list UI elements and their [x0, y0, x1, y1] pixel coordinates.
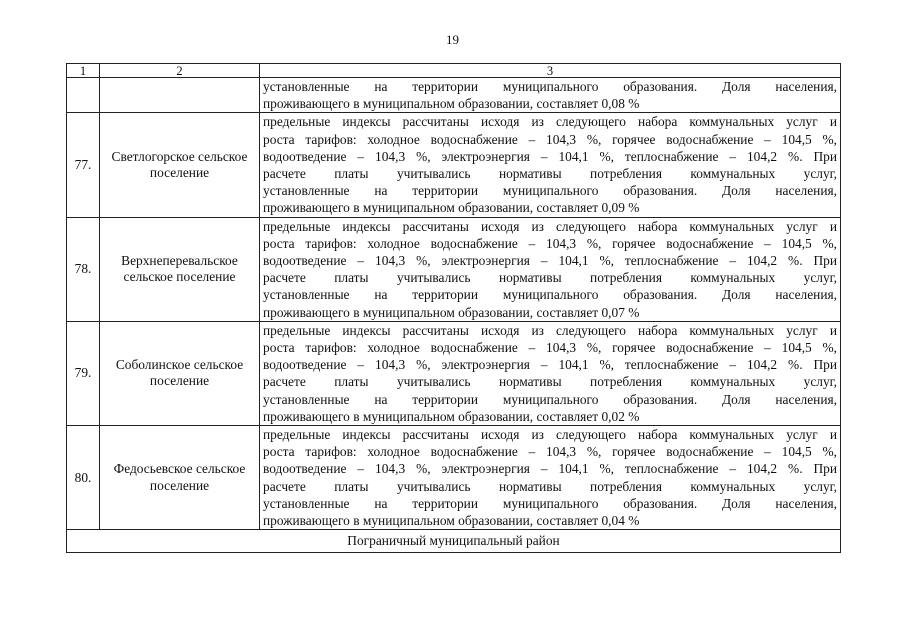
- settlement-row: [67, 113, 841, 217]
- tariff-description-cell: [260, 426, 841, 530]
- settlement-row: [67, 321, 841, 425]
- page-number: 19: [446, 32, 459, 47]
- description-line: проживающего в муниципальном образовании, составляет 0,07 %: [263, 304, 640, 320]
- settlement-row: [67, 217, 841, 321]
- row-number-cell: 80.: [67, 426, 100, 530]
- description-line: расчете платы учитывались нормативы потребления коммунальных услуг,: [263, 270, 837, 286]
- description-line: расчете платы учитывались нормативы потребления коммунальных услуг,: [263, 478, 837, 494]
- description-line: предельные индексы рассчитаны исходя из следующего набора коммунальных услуг и: [263, 322, 837, 338]
- description-line: предельные индексы рассчитаны исходя из следующего набора коммунальных услуг и: [263, 427, 837, 443]
- row-number-cell: 79.: [67, 321, 100, 425]
- row-number-cell: [67, 78, 100, 113]
- description-line: установленные на территории муниципального образования. Доля населения,: [263, 287, 837, 303]
- description-line: установленные на территории муниципального образования. Доля населения,: [263, 183, 837, 199]
- tariff-description-cell: [260, 78, 841, 113]
- continuation-row: [67, 78, 841, 113]
- settlement-name-cell: Светлогорское сельское поселение: [100, 113, 260, 217]
- description-line: водоотведение – 104,3 %, электроэнергия – 104,1 %, теплоснабжение – 104,2 %. При: [263, 357, 837, 373]
- description-line: установленные на территории муниципального образования. Доля населения,: [263, 495, 837, 511]
- row-number-cell: 77.: [67, 113, 100, 217]
- description-line: установленные на территории муниципального образования. Доля населения,: [263, 391, 837, 407]
- description-line: водоотведение – 104,3 %, электроэнергия – 104,1 %, теплоснабжение – 104,2 %. При: [263, 148, 837, 164]
- description-line: расчете платы учитывались нормативы потребления коммунальных услуг,: [263, 166, 837, 182]
- tariff-description-cell: [260, 321, 841, 425]
- description-line: проживающего в муниципальном образовании, составляет 0,04 %: [263, 513, 640, 529]
- tariff-description-cell: [260, 217, 841, 321]
- description-line: проживающего в муниципальном образовании, составляет 0,02 %: [263, 408, 640, 424]
- description-line: установленные на территории муниципального образования. Доля населения,: [263, 79, 837, 94]
- district-section-title: Пограничный муниципальный район: [67, 530, 841, 553]
- municipal-tariff-table: [66, 63, 841, 553]
- description-line: роста тарифов: холодное водоснабжение – 104,3 %, горячее водоснабжение – 104,5 %,: [263, 444, 837, 460]
- settlement-name-cell: Верхнеперевальское сельское поселение: [100, 217, 260, 321]
- description-line: роста тарифов: холодное водоснабжение – 104,3 %, горячее водоснабжение – 104,5 %,: [263, 340, 837, 356]
- district-section-row: [67, 530, 841, 553]
- settlement-name-cell: Федосьевское сельское поселение: [100, 426, 260, 530]
- settlement-name-cell: Соболинское сельское поселение: [100, 321, 260, 425]
- description-line: роста тарифов: холодное водоснабжение – 104,3 %, горячее водоснабжение – 104,5 %,: [263, 235, 837, 251]
- settlement-name-cell: [100, 78, 260, 113]
- table-header-row: [67, 64, 841, 78]
- header-cell-col3: 3: [260, 64, 841, 78]
- description-line: проживающего в муниципальном образовании, составляет 0,08 %: [263, 96, 640, 112]
- description-line: расчете платы учитывались нормативы потребления коммунальных услуг,: [263, 374, 837, 390]
- description-line: предельные индексы рассчитаны исходя из следующего набора коммунальных услуг и: [263, 114, 837, 130]
- description-line: водоотведение – 104,3 %, электроэнергия – 104,1 %, теплоснабжение – 104,2 %. При: [263, 253, 837, 269]
- description-line: проживающего в муниципальном образовании, составляет 0,09 %: [263, 200, 640, 216]
- description-line: предельные индексы рассчитаны исходя из следующего набора коммунальных услуг и: [263, 218, 837, 234]
- description-line: водоотведение – 104,3 %, электроэнергия – 104,1 %, теплоснабжение – 104,2 %. При: [263, 461, 837, 477]
- row-number-cell: 78.: [67, 217, 100, 321]
- header-cell-col1: 1: [67, 64, 100, 78]
- header-cell-col2: 2: [100, 64, 260, 78]
- description-line: роста тарифов: холодное водоснабжение – 104,3 %, горячее водоснабжение – 104,5 %,: [263, 131, 837, 147]
- tariff-description-cell: [260, 113, 841, 217]
- settlement-row: [67, 426, 841, 530]
